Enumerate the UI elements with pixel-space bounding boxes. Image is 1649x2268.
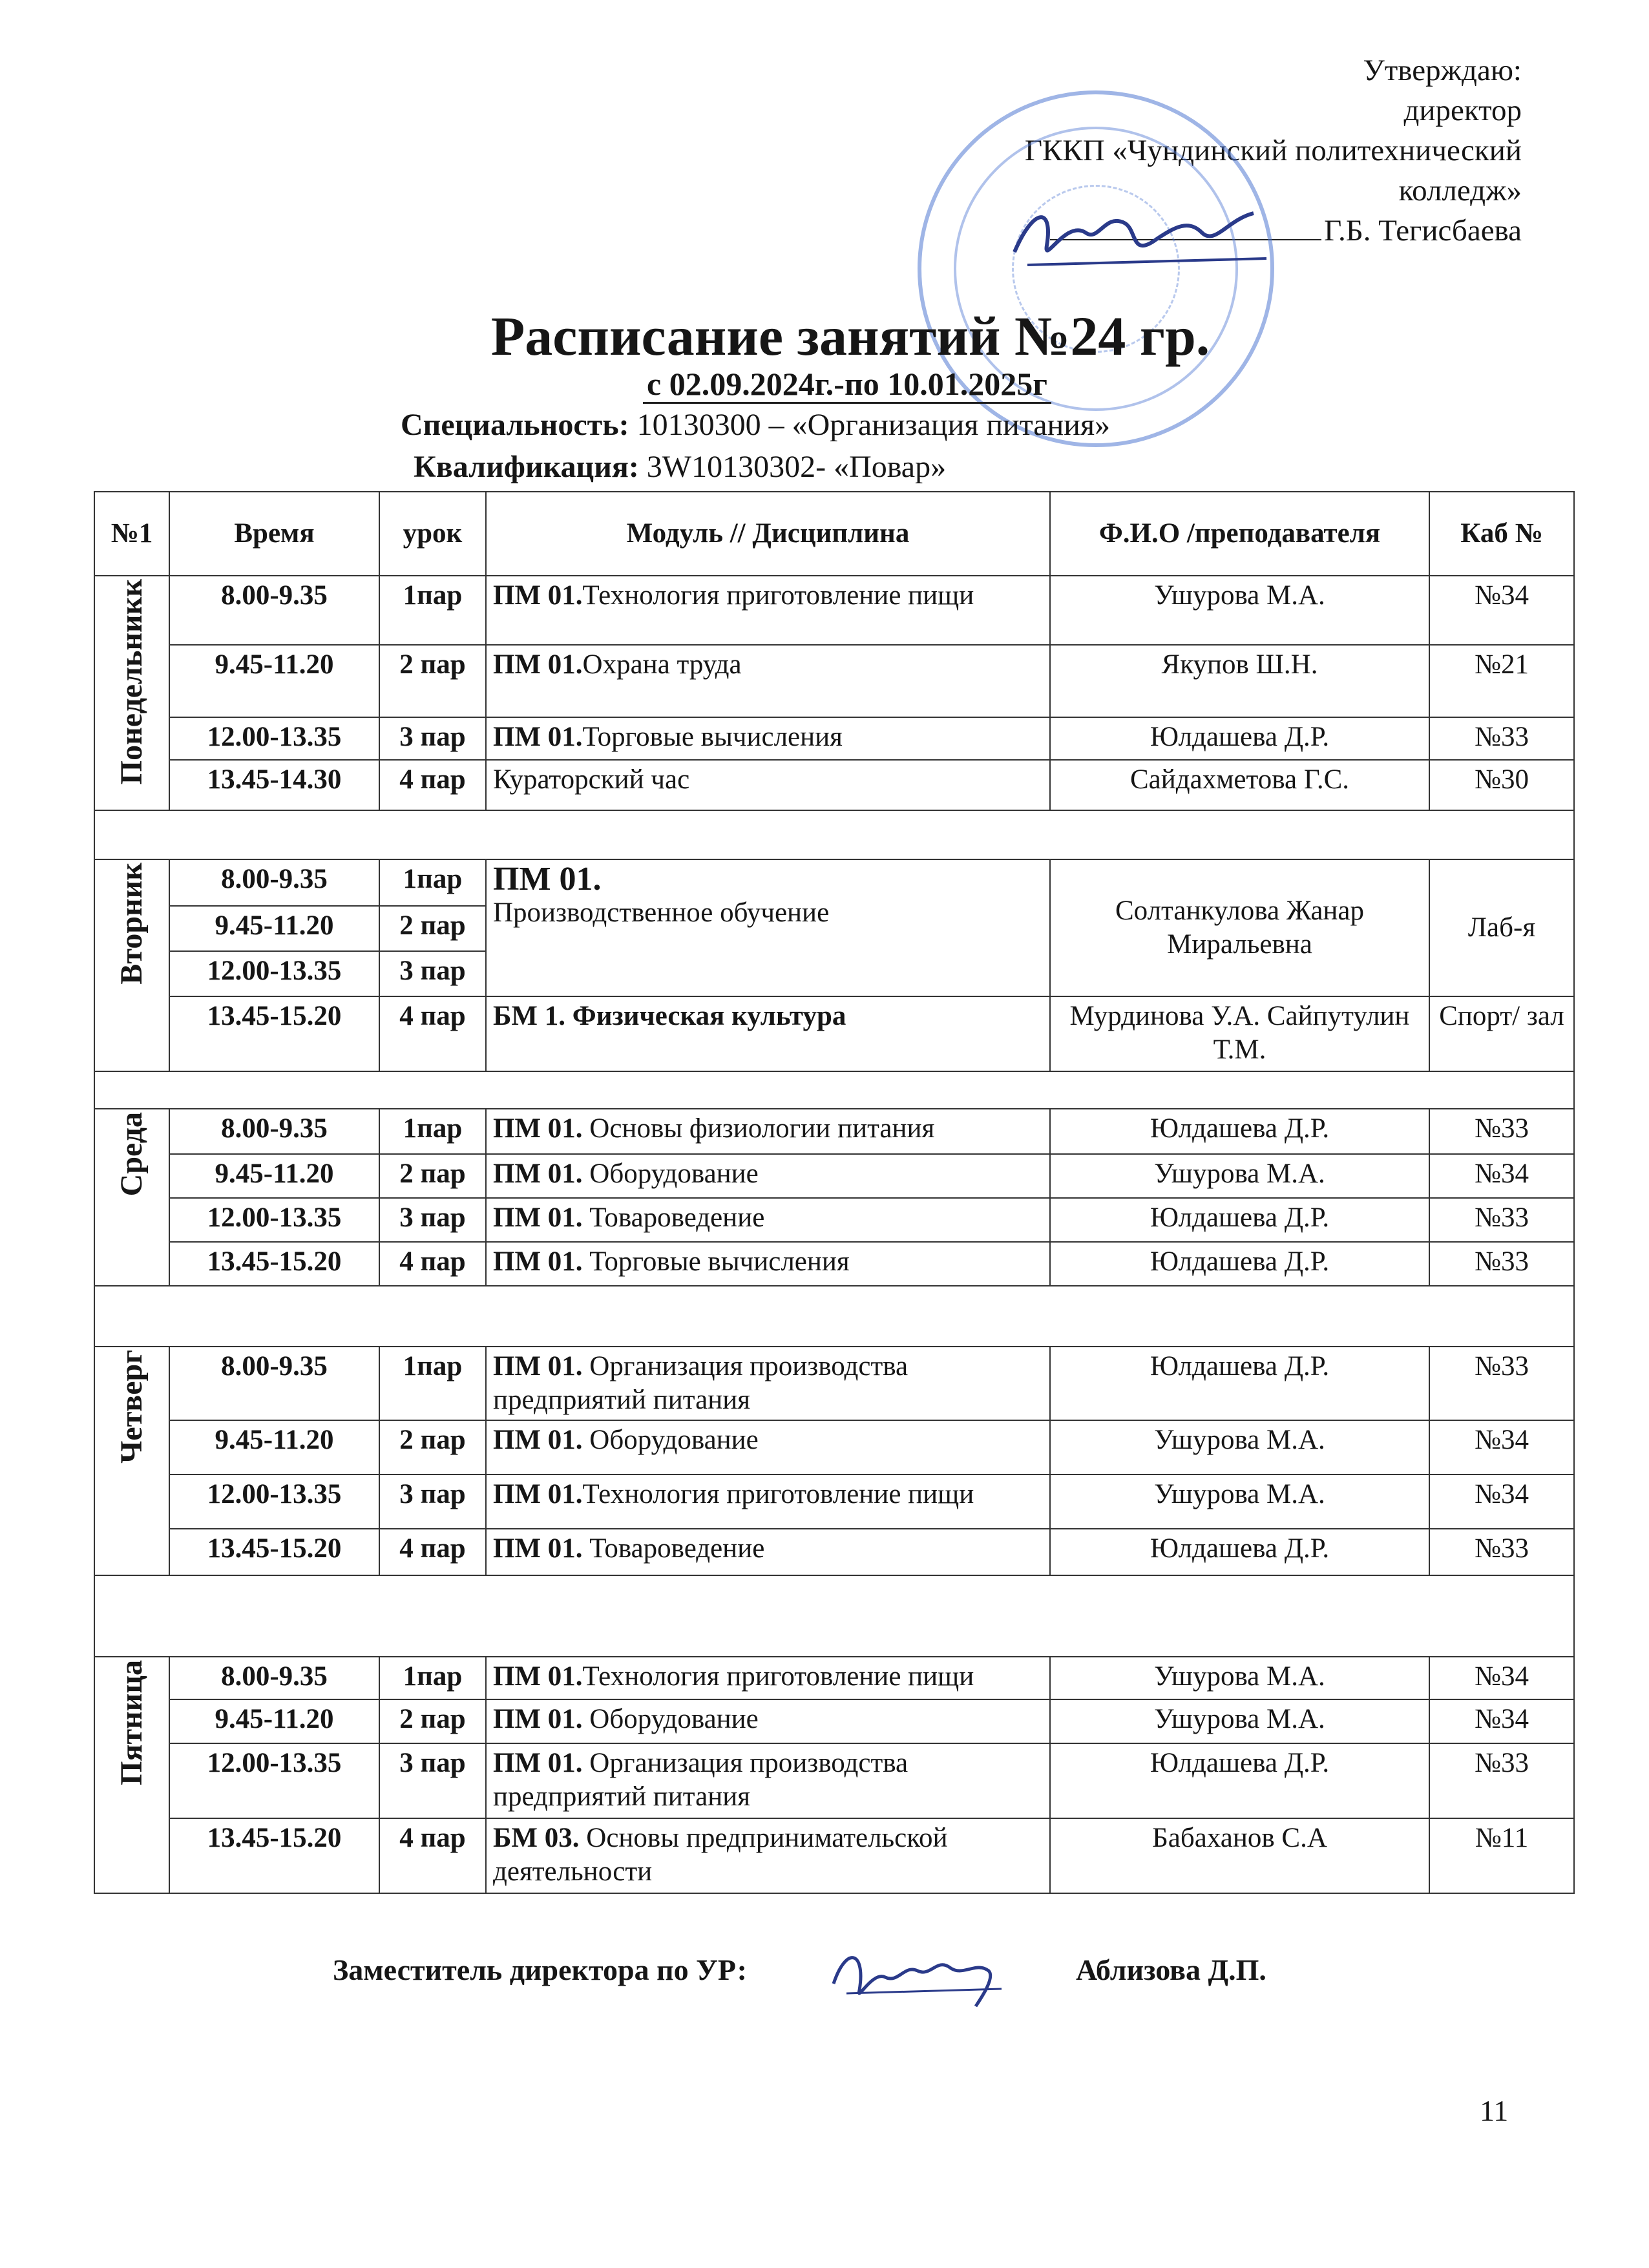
module-cell xyxy=(486,1154,1050,1198)
time-cell: 8.00-9.35 xyxy=(169,1657,379,1699)
teacher-cell: Юлдашева Д.Р. xyxy=(1050,1529,1429,1575)
module-cell-merged xyxy=(486,859,1050,996)
module-cell xyxy=(486,1347,1050,1420)
table-row xyxy=(94,1818,1574,1893)
room-cell: №33 xyxy=(1429,1529,1574,1575)
teacher-cell: Солтанкулова Жанар Миральевна xyxy=(1050,859,1429,996)
teacher-cell: Юлдашева Д.Р. xyxy=(1050,1242,1429,1286)
subject: Технология приготовление пищи xyxy=(582,1661,974,1692)
header-time: Время xyxy=(169,492,379,576)
module-cell xyxy=(486,1420,1050,1475)
subject: Физическая культура xyxy=(572,1001,846,1031)
lesson-cell: 4 пар xyxy=(379,996,486,1071)
approval-line2: директор xyxy=(1403,94,1522,127)
lesson-cell: 2 пар xyxy=(379,1699,486,1743)
lesson-cell: 3 пар xyxy=(379,951,486,996)
subject: Организация производства предприятий питания xyxy=(493,1748,909,1812)
schedule-table xyxy=(94,491,1575,1894)
approval-line3: ГККП «Чундинский политехнический xyxy=(1024,134,1522,167)
teacher-cell: Якупов Ш.Н. xyxy=(1050,645,1429,717)
time-cell: 12.00-13.35 xyxy=(169,717,379,760)
lesson-cell: 1пар xyxy=(379,1657,486,1699)
table-row xyxy=(94,1242,1574,1286)
deputy-signature-icon xyxy=(821,1932,1014,2016)
lesson-cell: 3 пар xyxy=(379,1743,486,1818)
room-cell: №33 xyxy=(1429,1347,1574,1420)
time-cell: 12.00-13.35 xyxy=(169,1743,379,1818)
footer-name: Аблизова Д.П. xyxy=(1076,1953,1266,1986)
time-cell: 8.00-9.35 xyxy=(169,1347,379,1420)
spacer-row xyxy=(94,1286,1574,1347)
specialty xyxy=(401,407,1110,443)
teacher-cell: Бабаханов С.А xyxy=(1050,1818,1429,1893)
table-row xyxy=(94,1347,1574,1420)
table-row xyxy=(94,645,1574,717)
module-cell xyxy=(486,1699,1050,1743)
day-label: Четверг xyxy=(114,1350,149,1464)
room-cell: №21 xyxy=(1429,645,1574,717)
module-cell xyxy=(486,576,1050,645)
room-cell: №33 xyxy=(1429,1242,1574,1286)
teacher-cell: Юлдашева Д.Р. xyxy=(1050,1347,1429,1420)
spacer-row xyxy=(94,1575,1574,1657)
table-row xyxy=(94,1529,1574,1575)
teacher-cell: Ушурова М.А. xyxy=(1050,1699,1429,1743)
module-code: ПМ 01. xyxy=(493,580,583,611)
table-row xyxy=(94,576,1574,645)
qualification-value: 3W10130302- «Повар» xyxy=(646,450,947,484)
room-cell: №33 xyxy=(1429,1743,1574,1818)
director-signature-icon xyxy=(1008,194,1279,284)
date-range xyxy=(0,365,1649,403)
module-code: ПМ 01. xyxy=(493,1661,583,1692)
teacher-cell: Юлдашева Д.Р. xyxy=(1050,1198,1429,1242)
table-header-row xyxy=(94,492,1574,576)
specialty-value: 10130300 – «Организация питания» xyxy=(636,408,1111,442)
qualification-label: Квалификация: xyxy=(414,450,639,484)
module-code: БМ 03. xyxy=(493,1823,580,1853)
teacher-cell: Сайдахметова Г.С. xyxy=(1050,760,1429,810)
time-cell: 13.45-15.20 xyxy=(169,996,379,1071)
room-cell: №34 xyxy=(1429,1475,1574,1529)
teacher-cell: Юлдашева Д.Р. xyxy=(1050,717,1429,760)
time-cell: 9.45-11.20 xyxy=(169,906,379,951)
lesson-cell: 1пар xyxy=(379,859,486,906)
room-cell: №34 xyxy=(1429,1699,1574,1743)
time-cell: 12.00-13.35 xyxy=(169,951,379,996)
module-code: ПМ 01. xyxy=(493,722,583,752)
module-cell xyxy=(486,1657,1050,1699)
room-cell: №33 xyxy=(1429,1109,1574,1154)
table-row xyxy=(94,1420,1574,1475)
room-cell: №33 xyxy=(1429,717,1574,760)
room-cell: №11 xyxy=(1429,1818,1574,1893)
table-row xyxy=(94,1198,1574,1242)
spacer xyxy=(94,1071,1574,1109)
day-monday xyxy=(94,576,169,810)
module-cell xyxy=(486,1529,1050,1575)
room-cell: №34 xyxy=(1429,576,1574,645)
day-wednesday xyxy=(94,1109,169,1286)
module-cell xyxy=(486,760,1050,810)
room-cell: Лаб-я xyxy=(1429,859,1574,996)
teacher-cell: Ушурова М.А. xyxy=(1050,576,1429,645)
module-cell xyxy=(486,1109,1050,1154)
module-code: ПМ 01. xyxy=(493,1351,583,1381)
module-cell xyxy=(486,1475,1050,1529)
room-cell: №34 xyxy=(1429,1657,1574,1699)
specialty-label: Специальность: xyxy=(401,408,629,442)
teacher-cell: Юлдашева Д.Р. xyxy=(1050,1743,1429,1818)
subject: Производственное обучение xyxy=(493,898,830,928)
time-cell: 8.00-9.35 xyxy=(169,576,379,645)
module-code: ПМ 01. xyxy=(493,1425,583,1455)
subject: Кураторский час xyxy=(493,764,690,795)
teacher-cell: Ушурова М.А. xyxy=(1050,1420,1429,1475)
day-thursday xyxy=(94,1347,169,1575)
module-cell xyxy=(486,1818,1050,1893)
time-cell: 13.45-14.30 xyxy=(169,760,379,810)
subject: Товароведение xyxy=(589,1202,765,1233)
table-row xyxy=(94,1657,1574,1699)
room-cell: Спорт/ зал xyxy=(1429,996,1574,1071)
time-cell: 9.45-11.20 xyxy=(169,645,379,717)
lesson-cell: 4 пар xyxy=(379,1242,486,1286)
lesson-cell: 2 пар xyxy=(379,1420,486,1475)
header-teacher: Ф.И.О /преподавателя xyxy=(1050,492,1429,576)
module-code: ПМ 01. xyxy=(493,1159,583,1189)
day-label: Среда xyxy=(114,1112,149,1197)
subject: Основы предпринимательской деятельности xyxy=(493,1823,948,1887)
subject: Оборудование xyxy=(589,1425,759,1455)
time-cell: 8.00-9.35 xyxy=(169,859,379,906)
lesson-cell: 3 пар xyxy=(379,1475,486,1529)
footer-signature xyxy=(333,1953,1266,1987)
lesson-cell: 1пар xyxy=(379,1347,486,1420)
module-cell xyxy=(486,996,1050,1071)
module-code: ПМ 01. xyxy=(493,1533,583,1564)
subject: Оборудование xyxy=(589,1159,759,1189)
qualification xyxy=(414,449,946,485)
lesson-cell: 3 пар xyxy=(379,1198,486,1242)
page-number: 11 xyxy=(1480,2094,1509,2127)
time-cell: 9.45-11.20 xyxy=(169,1154,379,1198)
table-row xyxy=(94,717,1574,760)
time-cell: 8.00-9.35 xyxy=(169,1109,379,1154)
subject: Технология приготовление пищи xyxy=(582,1479,974,1509)
approval-line1: Утверждаю: xyxy=(1363,54,1522,87)
footer-label: Заместитель директора по УР: xyxy=(333,1953,747,1986)
subject: Товароведение xyxy=(589,1533,765,1564)
module-cell xyxy=(486,1242,1050,1286)
subject: Технология приготовление пищи xyxy=(582,580,974,611)
header-number: №1 xyxy=(94,492,169,576)
room-cell: №30 xyxy=(1429,760,1574,810)
subject: Организация производства предприятий питания xyxy=(493,1351,909,1415)
lesson-cell: 2 пар xyxy=(379,1154,486,1198)
module-cell xyxy=(486,717,1050,760)
table-row xyxy=(94,1743,1574,1818)
module-code: ПМ 01. xyxy=(493,649,583,680)
day-label: Пятница xyxy=(114,1660,149,1785)
spacer-row xyxy=(94,1071,1574,1109)
table-row xyxy=(94,859,1574,906)
room-cell: №33 xyxy=(1429,1198,1574,1242)
approval-signer: Г.Б. Тегисбаева xyxy=(1324,214,1522,247)
approval-line4: колледж» xyxy=(1398,174,1522,207)
time-cell: 9.45-11.20 xyxy=(169,1699,379,1743)
day-friday xyxy=(94,1657,169,1893)
header-lesson: урок xyxy=(379,492,486,576)
lesson-cell: 4 пар xyxy=(379,1818,486,1893)
lesson-cell: 3 пар xyxy=(379,717,486,760)
module-cell xyxy=(486,1198,1050,1242)
module-code: ПМ 01. xyxy=(493,1748,583,1778)
module-code: БМ 1. xyxy=(493,1001,566,1031)
subject: Охрана труда xyxy=(582,649,742,680)
time-cell: 12.00-13.35 xyxy=(169,1475,379,1529)
subject: Торговые вычисления xyxy=(589,1246,850,1277)
day-tuesday xyxy=(94,859,169,1071)
lesson-cell: 1пар xyxy=(379,1109,486,1154)
lesson-cell: 4 пар xyxy=(379,1529,486,1575)
lesson-cell: 4 пар xyxy=(379,760,486,810)
time-cell: 13.45-15.20 xyxy=(169,1242,379,1286)
teacher-cell: Ушурова М.А. xyxy=(1050,1657,1429,1699)
page-title: Расписание занятий №24 гр. xyxy=(490,305,1210,367)
room-cell: №34 xyxy=(1429,1154,1574,1198)
subject: Основы физиологии питания xyxy=(589,1113,935,1144)
module-cell xyxy=(486,645,1050,717)
lesson-cell: 2 пар xyxy=(379,645,486,717)
teacher-cell: Ушурова М.А. xyxy=(1050,1475,1429,1529)
table-row xyxy=(94,760,1574,810)
teacher-cell: Ушурова М.А. xyxy=(1050,1154,1429,1198)
spacer-row xyxy=(94,810,1574,859)
room-cell: №34 xyxy=(1429,1420,1574,1475)
table-row xyxy=(94,1154,1574,1198)
time-cell: 13.45-15.20 xyxy=(169,1818,379,1893)
module-code: ПМ 01. xyxy=(493,1202,583,1233)
module-cell xyxy=(486,1743,1050,1818)
subject: Торговые вычисления xyxy=(582,722,843,752)
module-code: ПМ 01. xyxy=(493,861,602,898)
table-row xyxy=(94,1699,1574,1743)
lesson-cell: 1пар xyxy=(379,576,486,645)
date-range-text: с 02.09.2024г.-по 10.01.2025г xyxy=(643,366,1051,404)
subject: Оборудование xyxy=(589,1704,759,1734)
lesson-cell: 2 пар xyxy=(379,906,486,951)
time-cell: 12.00-13.35 xyxy=(169,1198,379,1242)
header-module: Модуль // Дисциплина xyxy=(486,492,1050,576)
module-code: ПМ 01. xyxy=(493,1704,583,1734)
table-row xyxy=(94,1109,1574,1154)
table-row xyxy=(94,996,1574,1071)
time-cell: 13.45-15.20 xyxy=(169,1529,379,1575)
teacher-cell: Юлдашева Д.Р. xyxy=(1050,1109,1429,1154)
module-code: ПМ 01. xyxy=(493,1479,583,1509)
module-code: ПМ 01. xyxy=(493,1113,583,1144)
spacer xyxy=(94,1575,1574,1657)
day-label: Понедельникк xyxy=(114,579,149,785)
header-room: Каб № xyxy=(1429,492,1574,576)
module-code: ПМ 01. xyxy=(493,1246,583,1277)
teacher-cell: Мурдинова У.А. Сайпутулин Т.М. xyxy=(1050,996,1429,1071)
spacer xyxy=(94,810,1574,859)
time-cell: 9.45-11.20 xyxy=(169,1420,379,1475)
day-label: Вторник xyxy=(114,863,149,985)
table-row xyxy=(94,1475,1574,1529)
spacer xyxy=(94,1286,1574,1347)
